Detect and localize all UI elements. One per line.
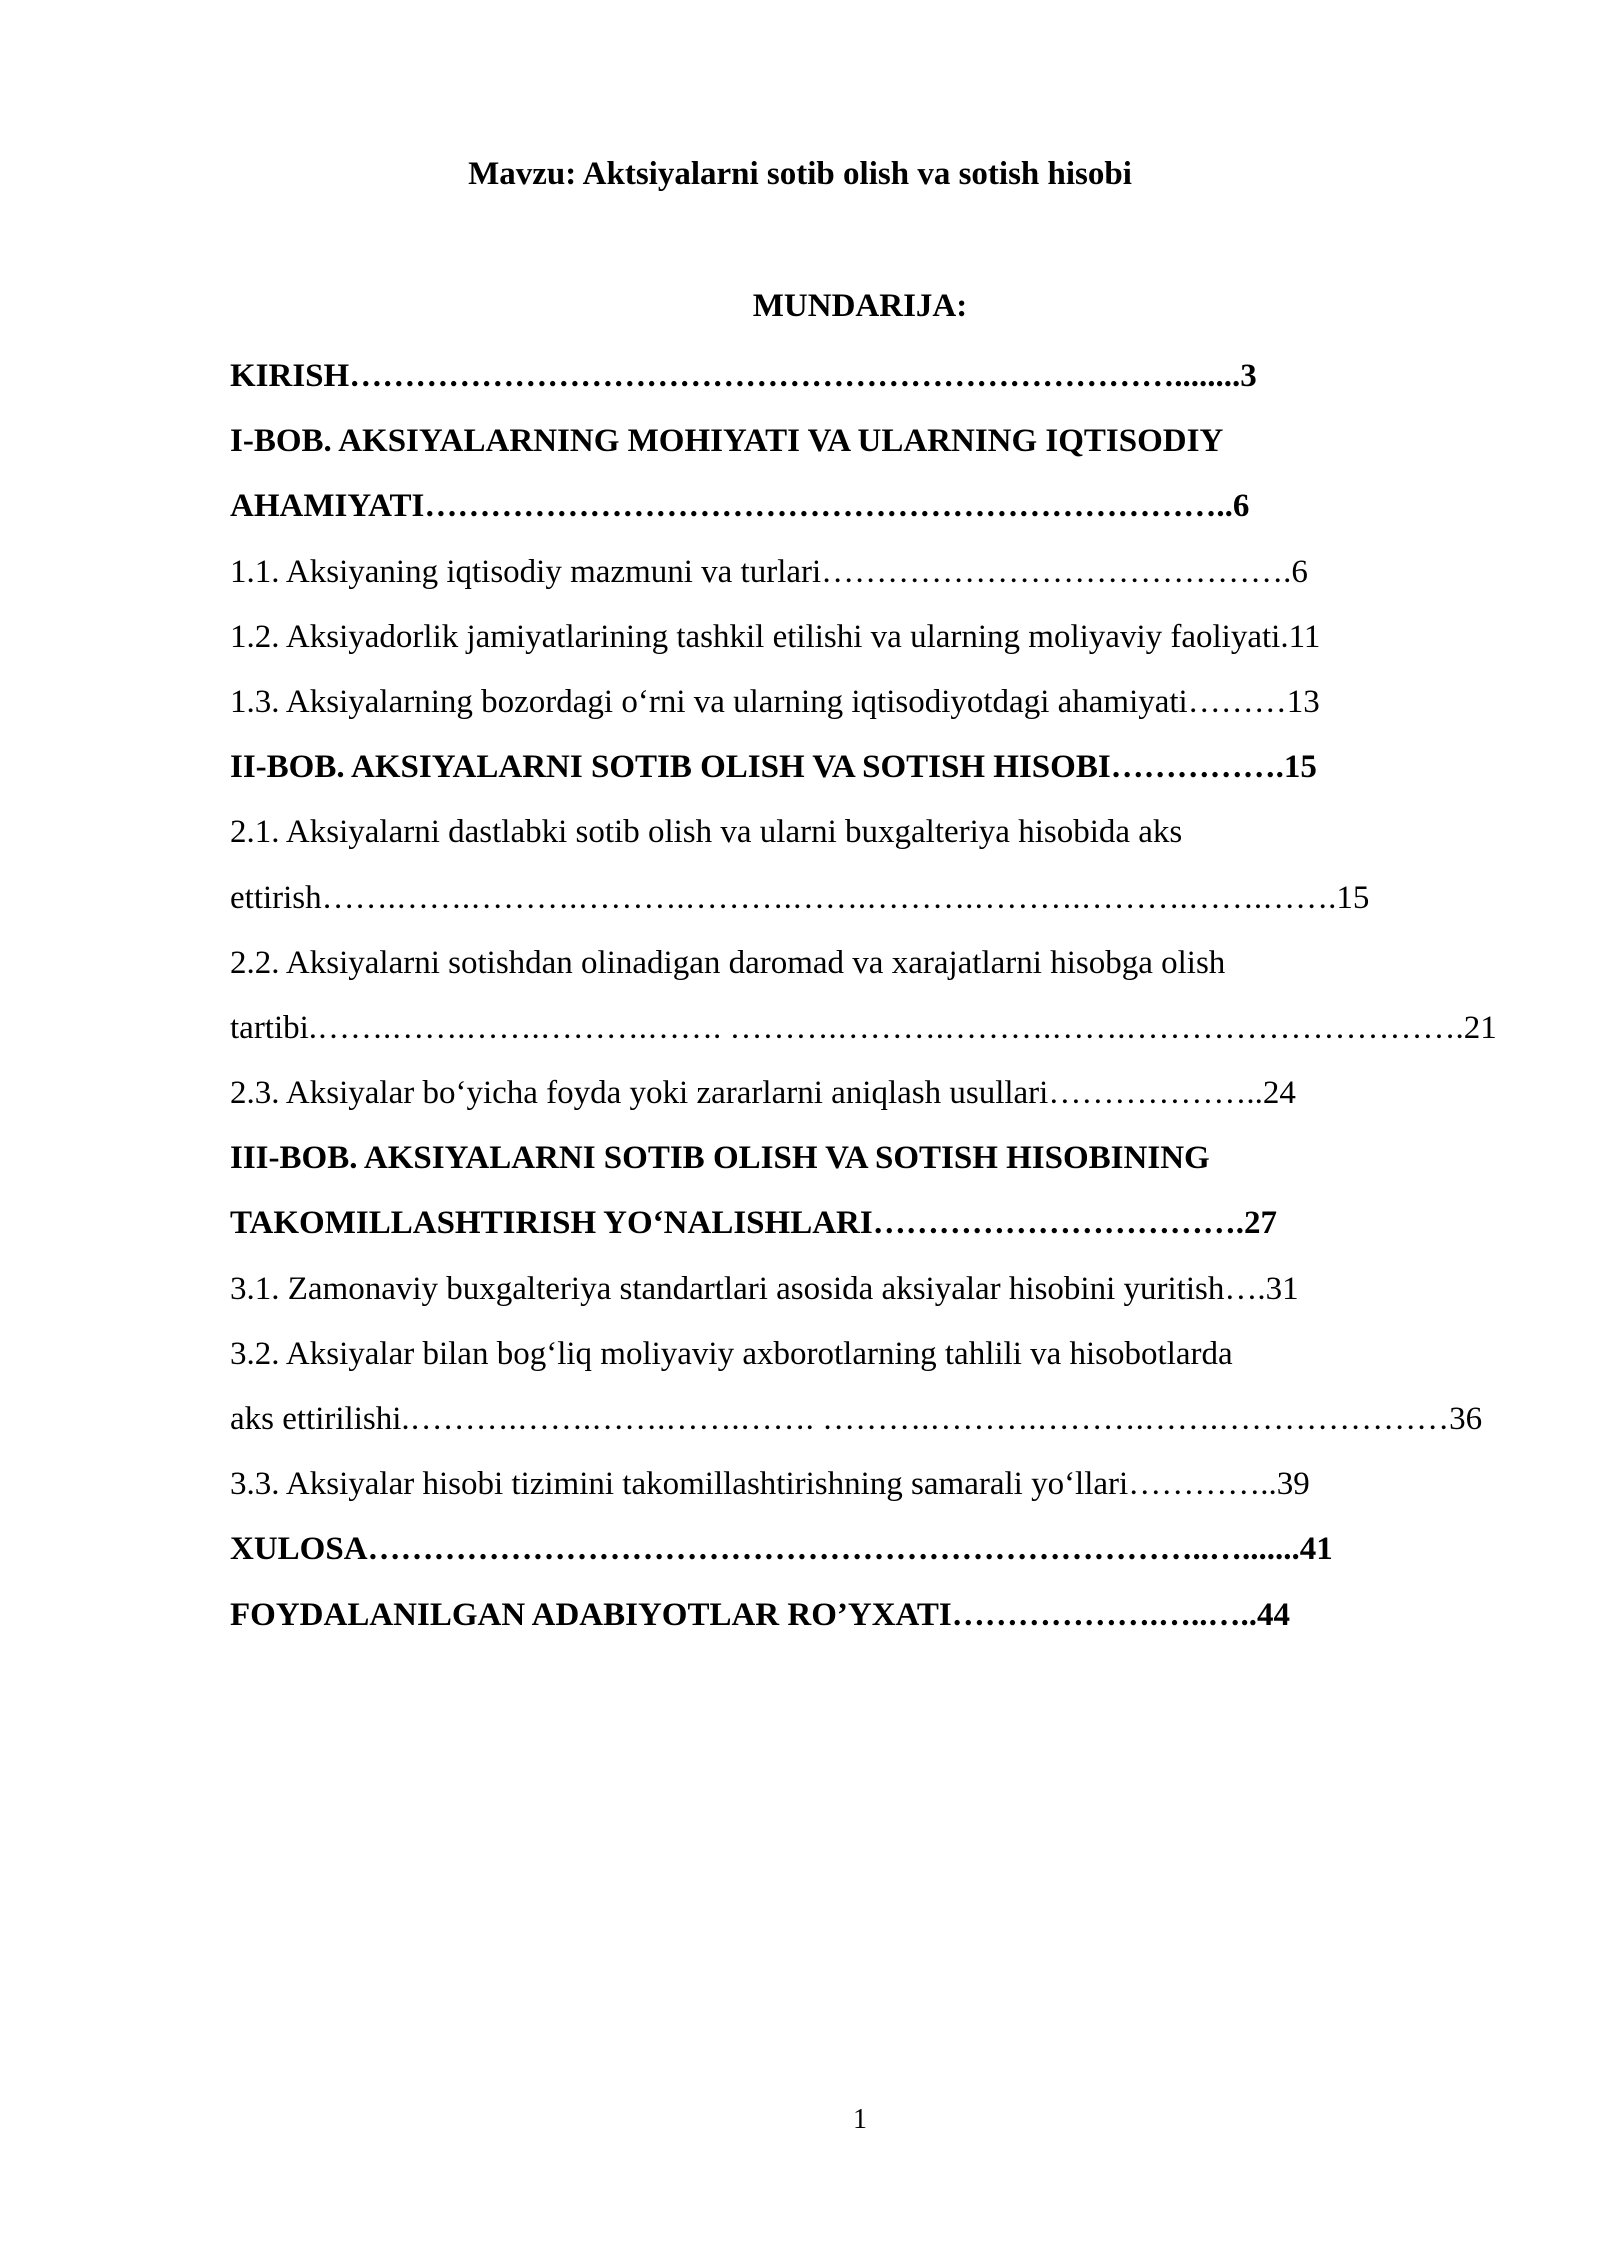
toc-line-chapter-1-cont[interactable]: AHAMIYATI………………………………………………………………..6 — [230, 488, 1250, 525]
toc-heading: MUNDARIJA: — [752, 288, 968, 324]
table-of-contents — [230, 344, 1500, 1648]
page-number: 1 — [853, 2104, 867, 2135]
toc-line-section-2-1-cont[interactable]: ettirish…….…….……….……….……….…….……….……….……….…….…….15 — [230, 879, 1370, 916]
page-title: Mavzu: Aktsiyalarni sotib olish va sotish hisobi — [468, 156, 1132, 192]
toc-line-chapter-1[interactable]: I-BOB. AKSIYALARNING MOHIYATI VA ULARNING IQTISODIY — [230, 423, 1224, 460]
toc-line-section-2-2-cont[interactable]: tartibi.…….…….…….……….……. ……….……….……….…….………………………….21 — [230, 1009, 1497, 1046]
toc-line-xulosa[interactable]: XULOSA…………………………………………………………………..….......41 — [230, 1531, 1333, 1568]
toc-line-kirish[interactable]: KIRISH…………………………………………………………………........3 — [230, 358, 1257, 394]
toc-line-section-3-2[interactable]: 3.2. Aksiyalar bilan bog‘liq moliyaviy axborotlarning tahlili va hisobotlarda — [230, 1335, 1233, 1372]
toc-line-section-3-2-cont[interactable]: aks ettirilishi.……….…….…….…….……. ……….……….……….…….…………………36 — [230, 1401, 1483, 1437]
toc-line-section-3-1[interactable]: 3.1. Zamonaviy buxgalteriya standartlari asosida aksiyalar hisobini yuritish….31 — [230, 1270, 1299, 1307]
toc-line-references[interactable]: FOYDALANILGAN ADABIYOTLAR RO’YXATI……………….…..…..44 — [230, 1596, 1291, 1633]
toc-line-section-1-1[interactable]: 1.1. Aksiyaning iqtisodiy mazmuni va turlari…………………………………….6 — [230, 553, 1308, 590]
toc-line-chapter-3[interactable]: III-BOB. AKSIYALARNI SOTIB OLISH VA SOTISH HISOBINING — [230, 1140, 1210, 1177]
toc-line-chapter-3-cont[interactable]: TAKOMILLASHTIRISH YO‘NALISHLARI…………………………….27 — [230, 1205, 1277, 1242]
toc-line-section-1-3[interactable]: 1.3. Aksiyalarning bozordagi o‘rni va ularning iqtisodiyotdagi ahamiyati………13 — [230, 683, 1320, 720]
toc-line-section-2-2[interactable]: 2.2. Aksiyalarni sotishdan olinadigan daromad va xarajatlarni hisobga olish — [230, 944, 1226, 981]
toc-line-section-2-3[interactable]: 2.3. Aksiyalar bo‘yicha foyda yoki zararlarni aniqlash usullari………………..24 — [230, 1075, 1296, 1112]
toc-line-chapter-2[interactable]: II-BOB. AKSIYALARNI SOTIB OLISH VA SOTISH HISOBI…………….15 — [230, 749, 1317, 786]
toc-line-section-1-2[interactable]: 1.2. Aksiyadorlik jamiyatlarining tashkil etilishi va ularning moliyaviy faoliyati.11 — [230, 618, 1321, 655]
toc-line-section-3-3[interactable]: 3.3. Aksiyalar hisobi tizimini takomillashtirishning samarali yo‘llari…………..39 — [230, 1466, 1310, 1503]
toc-line-section-2-1[interactable]: 2.1. Aksiyalarni dastlabki sotib olish va ularni buxgalteriya hisobida aks — [230, 814, 1183, 851]
